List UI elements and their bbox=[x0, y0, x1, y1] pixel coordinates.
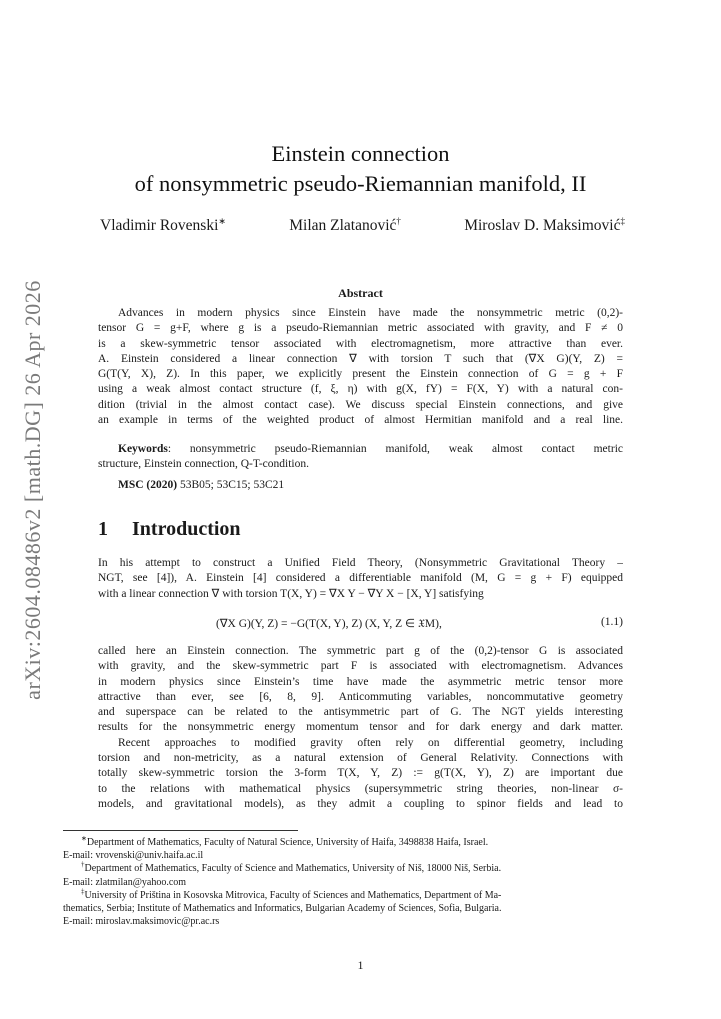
body-line: and superspace can be related to the antisymmetric part of G. The NGT yields interesting bbox=[98, 706, 623, 719]
intro-paragraph-1 bbox=[98, 556, 623, 602]
body-line: Recent approaches to modified gravity often rely on differential geometry, including bbox=[118, 736, 623, 749]
keywords bbox=[98, 442, 623, 473]
msc-classification bbox=[98, 478, 623, 493]
abstract-line: using a weak almost contact structure (f, ξ, η) with g(X, fY) = F(X, Y) with a natural con- bbox=[98, 383, 623, 396]
footnote-mark: ∗ bbox=[81, 834, 87, 843]
msc-value: 53B05; 53C15; 53C21 bbox=[177, 479, 285, 491]
body-line: results for the nonsymmetric energy momentum tensor and for dark energy and dark matter. bbox=[98, 721, 623, 734]
author-footnote-mark: † bbox=[396, 215, 401, 226]
footnote: ∗Department of Mathematics, Faculty of Natural Science, University of Haifa, 3498838 Haifa, Israel. bbox=[81, 834, 489, 848]
body-line: totally skew-symmetric torsion the 3-form T(X, Y, Z) := g(T(X, Y), Z) are important due bbox=[98, 767, 623, 780]
keywords-label: Keywords bbox=[118, 443, 168, 455]
section-title: Introduction bbox=[132, 518, 241, 540]
arxiv-identifier bbox=[18, 280, 48, 700]
footnotes bbox=[63, 836, 658, 928]
abstract-line: A. Einstein considered a linear connection ∇ with torsion T such that (∇X G)(Y, Z) = bbox=[98, 352, 623, 365]
equation-1-1 bbox=[98, 616, 623, 634]
body-line: models, and gravitational models), as they admit a coupling to spinor fields and lead to bbox=[98, 797, 623, 810]
abstract-line: Advances in modern physics since Einstein have made the nonsymmetric metric (0,2)- bbox=[118, 307, 623, 319]
abstract-heading: Abstract bbox=[338, 286, 383, 300]
footnote-email: E-mail: miroslav.maksimovic@pr.ac.rs bbox=[63, 916, 220, 928]
footnote-text: thematics, Serbia; Institute of Mathematics and Informatics, Bulgarian Academy of Sciences, Sofia, Bulgaria. bbox=[63, 903, 502, 915]
abstract-line: dition (trivial in the almost contact case). We discuss special Einstein connections, and give bbox=[98, 398, 623, 411]
abstract-body bbox=[98, 306, 623, 428]
body-line: NGT, see [4]), A. Einstein [4] considered a differentiable manifold (M, G = g + F) equipped bbox=[98, 572, 623, 585]
body-line: attractive than ever, see [6, 8, 9]. Anticommuting variables, noncommutative geometry bbox=[98, 690, 623, 703]
footnote-email: E-mail: vrovenski@univ.haifa.ac.il bbox=[63, 850, 204, 862]
page-number: 1 bbox=[357, 958, 364, 972]
abstract-line: G(T(Y, X), Z). In this paper, we explicitly present the Einstein connection of G = g + F bbox=[98, 368, 623, 381]
footnote-email: E-mail: zlatmilan@yahoo.com bbox=[63, 876, 187, 888]
body-line: In his attempt to construct a Unified Field Theory, (Nonsymmetric Gravitational Theory – bbox=[98, 557, 623, 569]
section-number: 1 bbox=[98, 518, 108, 540]
author-footnote-mark: ‡ bbox=[620, 215, 625, 226]
intro-paragraph-2 bbox=[98, 644, 623, 812]
abstract-line: tensor G = g+F, where g is a pseudo-Riemannian metric associated with gravity, and F ≠ 0 bbox=[98, 322, 623, 335]
abstract-line: is a skew-symmetric tensor associated with electromagnetism, more attractive than ever. bbox=[98, 337, 623, 350]
author-footnote-mark: ∗ bbox=[218, 215, 226, 226]
body-line: with gravity, and the skew-symmetric part F is associated with electromagnetism. Advances bbox=[98, 660, 623, 673]
section-heading bbox=[98, 518, 241, 541]
body-line: with a linear connection ∇ with torsion T(X, Y) = ∇X Y − ∇Y X − [X, Y] satisfying bbox=[98, 587, 484, 600]
author: Miroslav D. Maksimović‡ bbox=[464, 215, 625, 234]
arxiv-identifier-text: arXiv:2604.08486v2 [math.DG] 26 Apr 2026 bbox=[20, 280, 45, 700]
author: Milan Zlatanović† bbox=[289, 215, 401, 234]
body-line: in modern physics since Einstein’s time have made the asymmetric metric tensor more bbox=[98, 675, 623, 688]
footnote-mark: ‡ bbox=[81, 887, 85, 896]
body-line: called here an Einstein connection. The symmetric part g of the (0,2)-tensor G is associated bbox=[98, 645, 623, 657]
author-list bbox=[100, 217, 625, 235]
paper-title-line-2: of nonsymmetric pseudo-Riemannian manifold, II bbox=[134, 171, 587, 196]
footnote-divider bbox=[63, 830, 298, 831]
paper-title-line-1: Einstein connection bbox=[271, 141, 450, 166]
footnote-mark: † bbox=[81, 861, 85, 870]
abstract-line: an example in terms of the weighted product of almost Hermitian manifold and a real line. bbox=[98, 414, 623, 427]
author: Vladimir Rovenski∗ bbox=[100, 215, 226, 234]
keywords-text: structure, Einstein connection, Q-T-condition. bbox=[98, 458, 309, 471]
body-line: to the relations with mathematical physics (supersymmetric string theories, non-linear σ- bbox=[98, 782, 623, 795]
footnote: ‡University of Priština in Kosovska Mitrovica, Faculty of Sciences and Mathematics, Department of Ma- bbox=[81, 887, 502, 901]
equation-text: (∇X G)(Y, Z) = −G(T(X, Y), Z) (X, Y, Z ∈ 𝔛M), bbox=[216, 618, 442, 630]
body-line: torsion and non-metricity, as a natural extension of General Relativity. Connections with bbox=[98, 752, 623, 765]
msc-label: MSC (2020) bbox=[118, 479, 178, 491]
keywords-text: : nonsymmetric pseudo-Riemannian manifold, weak almost contact metric bbox=[167, 443, 623, 455]
equation-number: (1.1) bbox=[600, 616, 623, 628]
footnote: †Department of Mathematics, Faculty of Science and Mathematics, University of Niš, 18000 Niš, Serbia. bbox=[81, 861, 502, 875]
